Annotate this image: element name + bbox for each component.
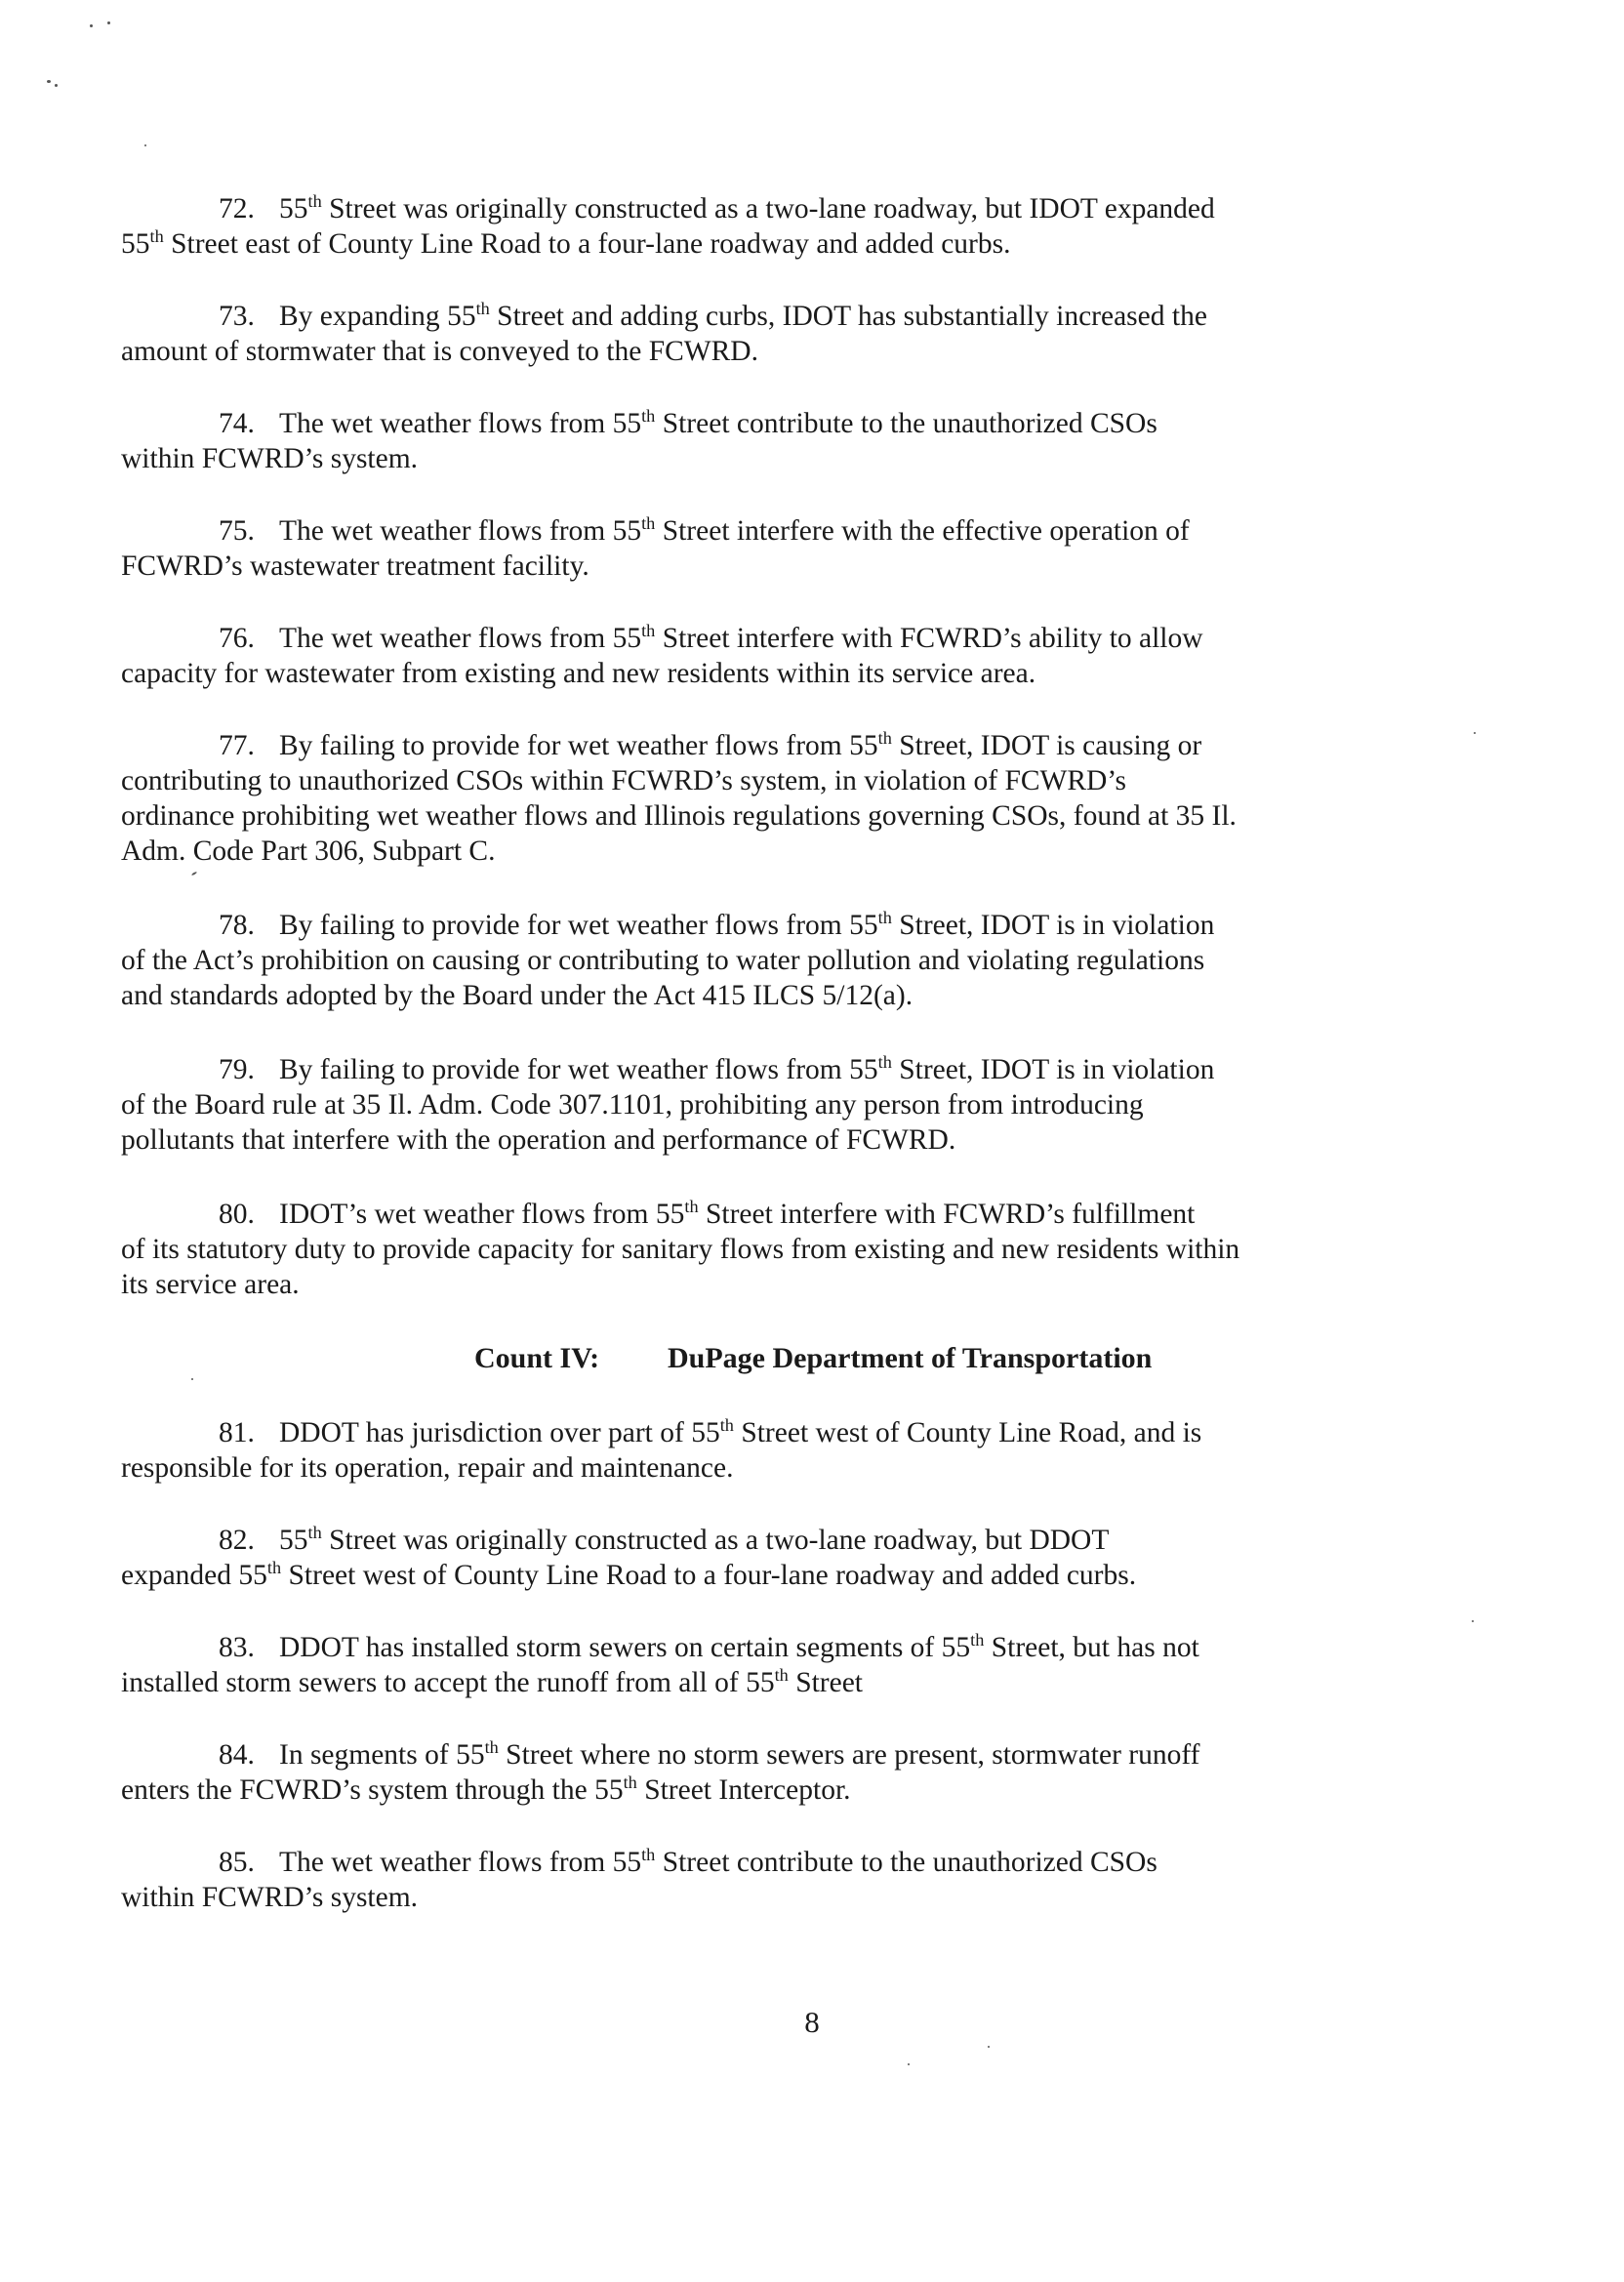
paragraph-number: 78. <box>219 910 255 941</box>
paragraph-number: 79. <box>219 1054 255 1085</box>
paragraph-number: 77. <box>219 730 255 761</box>
text-run: DDOT has installed storm sewers on certain segments of <box>279 1632 942 1663</box>
paragraph-text <box>279 299 1207 334</box>
text-run: expanded <box>121 1560 239 1591</box>
text-run: DDOT has jurisdiction over part of <box>279 1417 692 1448</box>
street-number: 55 <box>612 408 642 439</box>
scan-speck <box>988 2046 990 2048</box>
paragraph-text <box>279 191 1215 226</box>
text-run: Adm. Code Part 306, Subpart C. <box>121 835 496 867</box>
paragraph-line <box>121 513 1390 549</box>
text-run: amount of stormwater that is conveyed to the FCWRD. <box>121 336 758 367</box>
paragraph-83 <box>121 1630 1390 1700</box>
text-run: Street interfere with FCWRD’s ability to allow <box>655 623 1203 654</box>
paragraph-text <box>121 1124 955 1156</box>
paragraph-line <box>121 1737 1390 1773</box>
paragraph-line <box>121 1122 1390 1158</box>
text-run: its service area. <box>121 1269 300 1300</box>
paragraph-line <box>121 1087 1390 1122</box>
paragraph-line <box>121 943 1390 978</box>
paragraph-line <box>121 1197 1390 1232</box>
paragraph-74 <box>121 406 1390 476</box>
paragraph-line <box>121 1773 1390 1808</box>
paragraph-number: 84. <box>219 1739 255 1771</box>
ordinal-suffix: th <box>307 1523 322 1543</box>
ordinal-suffix: th <box>307 191 322 212</box>
text-run: Street and adding curbs, IDOT has substantially increased the <box>489 301 1207 332</box>
text-run: capacity for wastewater from existing and new residents within its service area. <box>121 658 1036 689</box>
text-run: ordinance prohibiting wet weather flows and Illinois regulations governing CSOs, found at 35 Il. <box>121 800 1237 832</box>
text-run: Street west of County Line Road to a four-lane roadway and added curbs. <box>281 1560 1137 1591</box>
paragraph-line <box>121 1267 1390 1302</box>
text-run: Street where no storm sewers are present, stormwater runoff <box>498 1739 1200 1771</box>
paragraph-84 <box>121 1737 1390 1808</box>
paragraph-line <box>121 441 1390 476</box>
paragraph-line <box>121 1630 1390 1665</box>
paragraph-number: 85. <box>219 1847 255 1878</box>
paragraph-text <box>121 1089 1144 1121</box>
scan-speck <box>908 2063 910 2065</box>
paragraph-line <box>121 191 1390 226</box>
paragraph-80 <box>121 1197 1390 1302</box>
text-run: The wet weather flows from <box>279 1847 613 1878</box>
paragraph-number: 80. <box>219 1199 255 1230</box>
scan-speck <box>191 872 197 876</box>
text-run: By failing to provide for wet weather flows from <box>279 910 850 941</box>
paragraph-text <box>279 621 1203 656</box>
ordinal-suffix: th <box>641 406 656 427</box>
paragraph-line <box>121 1665 1390 1700</box>
text-run: contributing to unauthorized CSOs within FCWRD’s system, in violation of FCWRD’s <box>121 765 1127 796</box>
ordinal-suffix: th <box>641 1845 656 1865</box>
paragraph-text <box>121 550 589 582</box>
text-run: IDOT’s wet weather flows from <box>279 1199 656 1230</box>
heading-label: Count IV: <box>474 1342 600 1374</box>
text-run: Street <box>788 1667 863 1698</box>
text-run: By expanding <box>279 301 448 332</box>
paragraph-line <box>121 1558 1390 1593</box>
text-run: of the Act’s prohibition on causing or contributing to water pollution and violating regulations <box>121 945 1205 976</box>
text-run: Street, but has not <box>984 1632 1199 1663</box>
street-number: 55 <box>612 1847 642 1878</box>
paragraph-line <box>121 1880 1390 1915</box>
paragraph-text <box>279 1523 1109 1558</box>
ordinal-suffix: th <box>475 299 490 319</box>
paragraph-text <box>121 835 496 867</box>
scan-speck <box>1474 732 1476 734</box>
street-number: 55 <box>279 193 308 224</box>
text-run: The wet weather flows from <box>279 623 613 654</box>
street-number: 55 <box>655 1199 685 1230</box>
paragraph-text <box>121 980 913 1011</box>
paragraph-text <box>121 1882 418 1913</box>
paragraph-number: 74. <box>219 408 255 439</box>
ordinal-suffix: th <box>641 621 656 641</box>
paragraph-number: 83. <box>219 1632 255 1663</box>
paragraph-text <box>121 1452 733 1484</box>
text-run: By failing to provide for wet weather flows from <box>279 730 850 761</box>
street-number: 55 <box>691 1417 720 1448</box>
paragraph-77 <box>121 728 1390 869</box>
paragraph-text <box>279 728 1201 763</box>
paragraph-number: 81. <box>219 1417 255 1448</box>
paragraph-number: 82. <box>219 1525 255 1556</box>
paragraph-text <box>121 1269 300 1300</box>
paragraph-75 <box>121 513 1390 584</box>
paragraph-number: 75. <box>219 515 255 547</box>
paragraph-text <box>121 1560 1136 1591</box>
text-run: within FCWRD’s system. <box>121 1882 419 1913</box>
scan-speck <box>191 1378 193 1380</box>
street-number: 55 <box>612 623 642 654</box>
scan-speck <box>90 24 93 27</box>
ordinal-suffix: th <box>623 1773 637 1793</box>
paragraph-73 <box>121 299 1390 369</box>
street-number: 55 <box>121 228 150 260</box>
paragraph-text <box>121 443 418 474</box>
paragraph-text <box>279 908 1214 943</box>
paragraph-text <box>279 406 1157 441</box>
ordinal-suffix: th <box>484 1737 499 1758</box>
ordinal-suffix: th <box>877 1052 892 1073</box>
paragraph-line <box>121 763 1390 798</box>
paragraph-text <box>121 228 1010 260</box>
text-run: Street contribute to the unauthorized CSOs <box>655 1847 1157 1878</box>
paragraph-text <box>279 1630 1199 1665</box>
paragraph-line <box>121 1052 1390 1087</box>
paragraph-line <box>121 299 1390 334</box>
paragraph-text <box>121 336 758 367</box>
street-number: 55 <box>849 910 878 941</box>
ordinal-suffix: th <box>877 728 892 749</box>
paragraph-line <box>121 334 1390 369</box>
text-run: Street, IDOT is causing or <box>891 730 1202 761</box>
text-run: enters the FCWRD’s system through the <box>121 1774 595 1806</box>
text-run: of the Board rule at 35 Il. Adm. Code 307.1101, prohibiting any person from introducing <box>121 1089 1144 1121</box>
scan-speck <box>55 84 58 87</box>
scan-speck <box>144 144 146 146</box>
text-run: FCWRD’s wastewater treatment facility. <box>121 550 589 582</box>
paragraph-81 <box>121 1415 1390 1486</box>
text-run: Street contribute to the unauthorized CSOs <box>655 408 1157 439</box>
paragraph-85 <box>121 1845 1390 1915</box>
text-run: within FCWRD’s system. <box>121 443 419 474</box>
street-number: 55 <box>746 1667 775 1698</box>
paragraph-line <box>121 1845 1390 1880</box>
ordinal-suffix: th <box>719 1415 734 1436</box>
paragraph-number: 76. <box>219 623 255 654</box>
paragraph-text <box>279 513 1190 549</box>
paragraph-line <box>121 908 1390 943</box>
ordinal-suffix: th <box>970 1630 985 1650</box>
ordinal-suffix: th <box>641 513 656 534</box>
paragraph-line <box>121 978 1390 1013</box>
text-run: Street interfere with the effective operation of <box>655 515 1190 547</box>
heading-title: DuPage Department of Transportation <box>668 1342 1153 1374</box>
ordinal-suffix: th <box>149 226 164 247</box>
street-number: 55 <box>279 1525 308 1556</box>
paragraph-text <box>121 1774 851 1806</box>
paragraph-text <box>121 1234 1239 1265</box>
paragraph-number: 73. <box>219 301 255 332</box>
paragraph-text <box>121 945 1204 976</box>
paragraph-78 <box>121 908 1390 1013</box>
paragraph-line <box>121 834 1390 869</box>
paragraph-line <box>121 406 1390 441</box>
text-run: In segments of <box>279 1739 457 1771</box>
scan-speck <box>47 80 51 83</box>
paragraph-line <box>121 656 1390 691</box>
text-run: pollutants that interfere with the operation and performance of FCWRD. <box>121 1124 956 1156</box>
paragraph-79 <box>121 1052 1390 1158</box>
street-number: 55 <box>456 1739 485 1771</box>
text-run: Street interfere with FCWRD’s fulfillment <box>698 1199 1196 1230</box>
text-run: installed storm sewers to accept the runoff from all of <box>121 1667 747 1698</box>
paragraph-line <box>121 1232 1390 1267</box>
paragraph-72 <box>121 191 1390 262</box>
street-number: 55 <box>612 515 642 547</box>
paragraph-line <box>121 1450 1390 1486</box>
paragraph-line <box>121 549 1390 584</box>
scan-speck <box>1472 1620 1474 1622</box>
paragraph-line <box>121 226 1390 262</box>
street-number: 55 <box>849 730 878 761</box>
text-run: Street, IDOT is in violation <box>891 910 1215 941</box>
paragraph-line <box>121 798 1390 834</box>
street-number: 55 <box>849 1054 878 1085</box>
paragraph-line <box>121 728 1390 763</box>
paragraph-number: 72. <box>219 193 255 224</box>
paragraph-text <box>279 1052 1214 1087</box>
paragraph-text <box>279 1197 1195 1232</box>
paragraph-76 <box>121 621 1390 691</box>
paragraph-text <box>279 1737 1200 1773</box>
text-run: Street west of County Line Road, and is <box>733 1417 1202 1448</box>
text-run: Street Interceptor. <box>636 1774 851 1806</box>
street-number: 55 <box>941 1632 971 1663</box>
paragraph-82 <box>121 1523 1390 1593</box>
paragraph-text <box>279 1415 1201 1450</box>
text-run: Street was originally constructed as a two-lane roadway, but DDOT <box>321 1525 1110 1556</box>
paragraph-line <box>121 1415 1390 1450</box>
text-run: The wet weather flows from <box>279 408 613 439</box>
paragraph-text <box>121 1667 863 1698</box>
street-number: 55 <box>594 1774 624 1806</box>
text-run: By failing to provide for wet weather flows from <box>279 1054 850 1085</box>
text-run: Street was originally constructed as a two-lane roadway, but IDOT expanded <box>321 193 1215 224</box>
paragraph-line <box>121 621 1390 656</box>
ordinal-suffix: th <box>684 1197 699 1217</box>
text-run: responsible for its operation, repair and maintenance. <box>121 1452 734 1484</box>
paragraph-text <box>121 658 1035 689</box>
street-number: 55 <box>447 301 476 332</box>
paragraph-text <box>121 800 1237 832</box>
text-run: Street, IDOT is in violation <box>891 1054 1215 1085</box>
ordinal-suffix: th <box>774 1665 789 1686</box>
ordinal-suffix: th <box>266 1558 282 1578</box>
scan-speck <box>107 21 110 24</box>
text-run: Street east of County Line Road to a four-lane roadway and added curbs. <box>163 228 1011 260</box>
text-run: and standards adopted by the Board under the Act 415 ILCS 5/12(a). <box>121 980 914 1011</box>
page-number: 8 <box>804 2005 820 2039</box>
text-run: of its statutory duty to provide capacity for sanitary flows from existing and new residents within <box>121 1234 1240 1265</box>
paragraph-text <box>279 1845 1157 1880</box>
street-number: 55 <box>238 1560 267 1591</box>
paragraph-line <box>121 1523 1390 1558</box>
ordinal-suffix: th <box>877 908 892 928</box>
text-run: The wet weather flows from <box>279 515 613 547</box>
paragraph-text <box>121 765 1126 796</box>
